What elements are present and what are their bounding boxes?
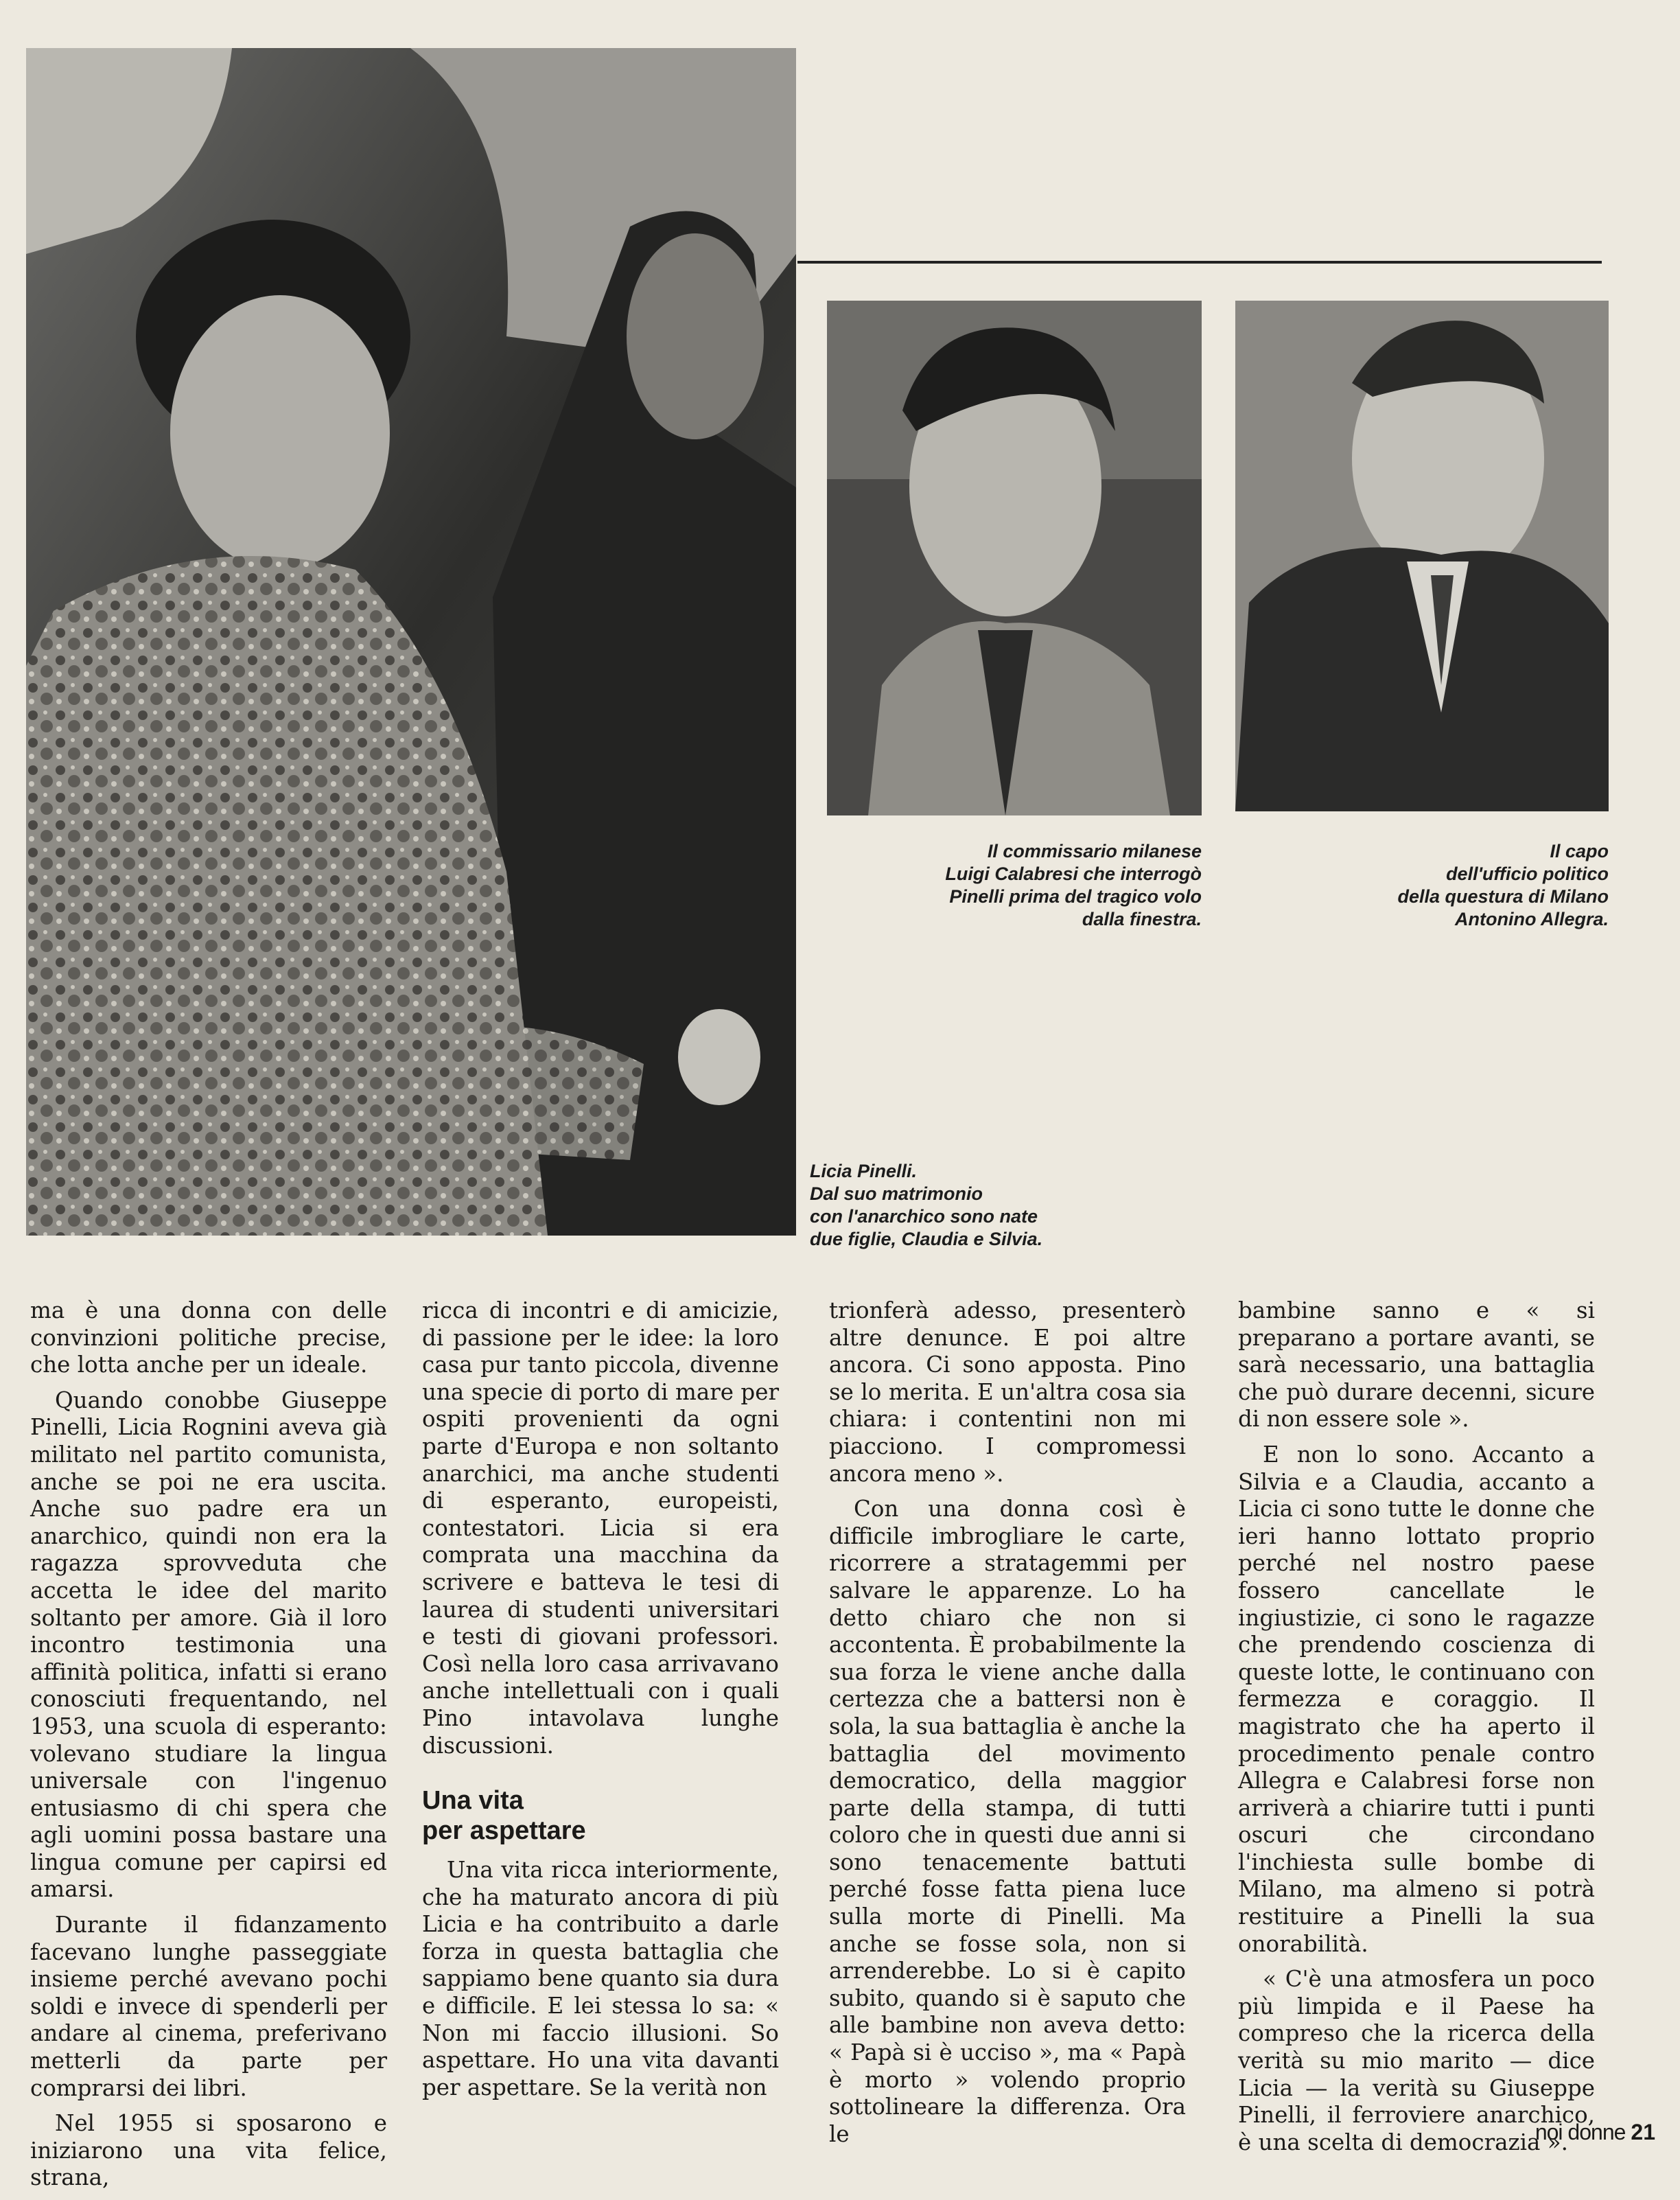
divider-rule xyxy=(797,261,1602,264)
photo-licia-pinelli xyxy=(26,48,796,1236)
paragraph: Nel 1955 si sposarono e iniziarono una vita felice, strana, xyxy=(30,2110,387,2191)
paragraph: ma è una donna con delle convinzioni politiche precise, che lotta anche per un ideale. xyxy=(30,1297,387,1378)
caption-licia xyxy=(810,1160,1098,1251)
photo-luigi-calabresi xyxy=(827,301,1202,815)
article-column-4 xyxy=(1238,1297,1595,2164)
caption-line: Luigi Calabresi che interrogò xyxy=(945,864,1202,884)
caption-line: due figlie, Claudia e Silvia. xyxy=(810,1229,1043,1249)
page-footer xyxy=(1535,2120,1655,2145)
caption-line: Antonino Allegra. xyxy=(1455,909,1609,929)
subhead-line: per aspettare xyxy=(422,1816,586,1846)
section-subhead xyxy=(422,1785,779,1846)
caption-line: Licia Pinelli. xyxy=(810,1161,918,1181)
caption-line: dalla finestra. xyxy=(1082,909,1202,929)
paragraph: ricca di incontri e di amicizie, di passione per le idee: la loro casa pur tanto piccola, divenne una specie di porto di mare per ospiti provenienti da ogni parte d'Europa e non soltanto anarchici, ma anche studenti di esperanto, europeisti, contestatori. Licia si era comprata una macchina da scrivere e batteva le tesi di laurea di studenti universitari e testi di giovani professori. Così nella loro casa arrivavano anche intellettuali con i quali Pino intavolava lunghe discussioni. xyxy=(422,1297,779,1759)
caption-line: con l'anarchico sono nate xyxy=(810,1206,1038,1227)
paragraph: Con una donna così è difficile imbrogliare le carte, ricorrere a stratagemmi per salvare le apparenze. Lo ha detto chiaro che non si accontenta. È probabilmente la sua forza le viene anche dalla certezza che a battersi non è sola, la sua battaglia è anche la battaglia del movimento democratico, della maggior parte della stampa, di tutti coloro che in questi due anni si sono tenacemente battuti perché fosse fatta piena luce sulla morte di Pinelli. Ma anche se fosse sola, non si arrenderebbe. Lo si è capito subito, quando si è saputo che alle bambine non aveva detto: « Papà si è ucciso », ma « Papà è morto » volendo proprio sottolineare la differenza. Ora le xyxy=(829,1496,1186,2147)
paragraph: Quando conobbe Giuseppe Pinelli, Licia Rognini aveva già militato nel partito comunista, anche se poi ne era uscita. Anche suo padre era un anarchico, quindi non era la ragazza sprovveduta che accetta le idee del marito soltanto per amore. Già il loro incontro testimonia una affinità politica, infatti si erano conosciuti frequentando, nel 1953, una scuola di esperanto: volevano studiare la lingua universale con l'ingenuo entusiasmo di chi spera che agli uomini possa bastare una lingua comune per capirsi ed amarsi. xyxy=(30,1387,387,1903)
paragraph: Una vita ricca interiormente, che ha maturato ancora di più Licia e ha contribuito a darle forza in questa battaglia che sappiamo bene quanto sia dura e difficile. E lei stessa lo sa: « Non mi faccio illusioni. So aspettare. Ho una vita davanti per aspettare. Se la verità non xyxy=(422,1857,779,2100)
photo-antonino-allegra xyxy=(1235,301,1609,811)
caption-line: Il commissario milanese xyxy=(987,841,1202,861)
paragraph: E non lo sono. Accanto a Silvia e a Claudia, accanto a Licia ci sono tutte le donne che ieri hanno lottato proprio perché nel nostro paese fossero cancellate le ingiustizie, ci sono le ragazze che prendendo coscienza di queste lotte, le continuano con fermezza e coraggio. Il magistrato che ha aperto il procedimento penale contro Allegra e Calabresi forse non arriverà a chiarire tutti i punti oscuri che circondano l'inchiesta sulle bombe di Milano, ma almeno si potrà restituire a Pinelli la sua onorabilità. xyxy=(1238,1441,1595,1957)
caption-line: dell'ufficio politico xyxy=(1446,864,1609,884)
paragraph: trionferà adesso, presenterò altre denunce. E poi altre ancora. Ci sono apposta. Pino se lo merita. E un'altra cosa sia chiara: i contentini non mi piacciono. I compromessi ancora meno ». xyxy=(829,1297,1186,1487)
paragraph: Durante il fidanzamento facevano lunghe passeggiate insieme perché avevano pochi soldi e invece di spenderli per andare al cinema, preferivano metterli da parte per comprarsi dei libri. xyxy=(30,1912,387,2101)
caption-line: Pinelli prima del tragico volo xyxy=(949,886,1202,907)
article-column-3 xyxy=(829,1297,1186,2156)
magazine-name: noi donne xyxy=(1535,2120,1626,2144)
paragraph: « C'è una atmosfera un poco più limpida e il Paese ha compreso che la ricerca della verità su mio marito — dice Licia — la verità su Giuseppe Pinelli, il ferroviere anarchico, è una scelta di democrazia ». xyxy=(1238,1966,1595,2155)
page-number: 21 xyxy=(1631,2120,1655,2144)
caption-line: Il capo xyxy=(1550,841,1609,861)
subhead-line: Una vita xyxy=(422,1786,524,1816)
caption-line: Dal suo matrimonio xyxy=(810,1183,983,1204)
article-column-1 xyxy=(30,1297,387,2200)
caption-line: della questura di Milano xyxy=(1397,886,1609,907)
caption-calabresi xyxy=(827,840,1202,931)
caption-allegra xyxy=(1235,840,1609,931)
article-column-2 xyxy=(422,1297,779,2109)
paragraph: bambine sanno e « si preparano a portare avanti, se sarà necessario, una battaglia che può durare decenni, sicure di non essere sole ». xyxy=(1238,1297,1595,1433)
